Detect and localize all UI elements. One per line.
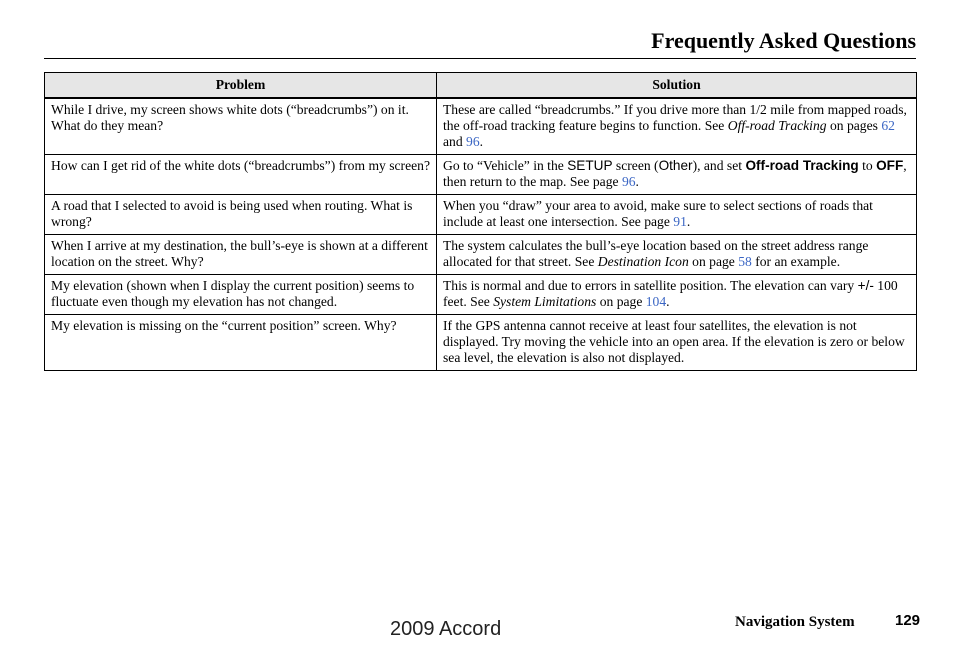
problem-cell: While I drive, my screen shows white dots (“breadcrumbs”) on it. What do they mean?	[45, 98, 437, 155]
page-number: 129	[895, 612, 921, 629]
problem-cell: A road that I selected to avoid is being used when routing. What is wrong?	[45, 195, 437, 235]
page-link[interactable]: 96	[621, 174, 636, 189]
solution-text: .	[666, 294, 670, 309]
ui-term: SETUP	[567, 158, 613, 173]
ui-term-bold: Off-road Tracking	[745, 158, 859, 173]
column-header-solution: Solution	[437, 73, 917, 99]
solution-text: on page	[596, 294, 646, 309]
watermark: 2009 Accord	[390, 618, 502, 640]
ui-term: +/-	[857, 278, 874, 293]
table-row	[45, 235, 917, 275]
solution-cell	[437, 235, 917, 275]
page-link[interactable]: 104	[645, 294, 667, 309]
solution-cell	[437, 98, 917, 155]
solution-text: These are called “breadcrumbs.” If you drive more than 1/2 mile from mapped roads, the off-road tracking feature begins to function. See	[443, 102, 907, 133]
solution-text: ), and set	[692, 158, 746, 173]
table-row	[45, 98, 917, 155]
table-row	[45, 275, 917, 315]
problem-cell: How can I get rid of the white dots (“breadcrumbs”) from my screen?	[45, 155, 437, 195]
page-link[interactable]: 62	[881, 118, 895, 133]
table-row	[45, 315, 917, 371]
reference-title: Destination Icon	[597, 254, 689, 269]
ui-term: Other	[658, 158, 693, 173]
solution-text: When you “draw” your area to avoid, make sure to select sections of roads that include at least one intersection. See page	[443, 198, 873, 229]
reference-title: System Limitations	[493, 294, 597, 309]
page-title: Frequently Asked Questions	[651, 28, 916, 53]
solution-text: If the GPS antenna cannot receive at least four satellites, the elevation is not displayed. Try moving the vehicle into an open area. If the elevation is zero or below sea level, the elevation is also not displayed.	[443, 318, 905, 365]
solution-text: to	[858, 158, 877, 173]
table-row	[45, 195, 917, 235]
column-header-problem: Problem	[45, 73, 437, 99]
solution-text: 100 feet. See	[443, 278, 898, 309]
solution-text: for an example.	[751, 254, 841, 269]
table-row	[45, 155, 917, 195]
solution-cell	[437, 315, 917, 371]
solution-text: and	[443, 134, 467, 149]
solution-cell	[437, 275, 917, 315]
solution-text: , then return to the map. See page	[443, 158, 907, 189]
solution-text: Go to “Vehicle” in the	[443, 158, 568, 173]
page-link[interactable]: 58	[738, 254, 752, 269]
solution-text: This is normal and due to errors in satellite position. The elevation can vary	[443, 278, 858, 293]
problem-cell: My elevation is missing on the “current position” screen. Why?	[45, 315, 437, 371]
solution-text: .	[479, 134, 484, 149]
solution-cell	[437, 195, 917, 235]
page-link[interactable]: 91	[673, 214, 687, 229]
problem-cell: My elevation (shown when I display the current position) seems to fluctuate even though my elevation has not changed.	[45, 275, 437, 315]
table-header-row	[45, 73, 917, 99]
footer-nav-label: Navigation System	[735, 614, 855, 630]
solution-text: screen (	[612, 158, 659, 173]
problem-cell: When I arrive at my destination, the bull’s-eye is shown at a different location on the street. Why?	[45, 235, 437, 275]
solution-text: .	[635, 174, 639, 189]
solution-text: on pages	[826, 118, 882, 133]
solution-cell	[437, 155, 917, 195]
solution-text: .	[686, 214, 691, 229]
solution-text: The system calculates the bull’s-eye location based on the street address range allocated for that street. See	[443, 238, 869, 269]
faq-table	[44, 72, 917, 371]
header-divider	[44, 58, 916, 59]
reference-title: Off-road Tracking	[727, 118, 827, 133]
page-link[interactable]: 96	[466, 134, 480, 149]
solution-text: on page	[688, 254, 739, 269]
ui-term-bold: OFF	[876, 158, 904, 173]
